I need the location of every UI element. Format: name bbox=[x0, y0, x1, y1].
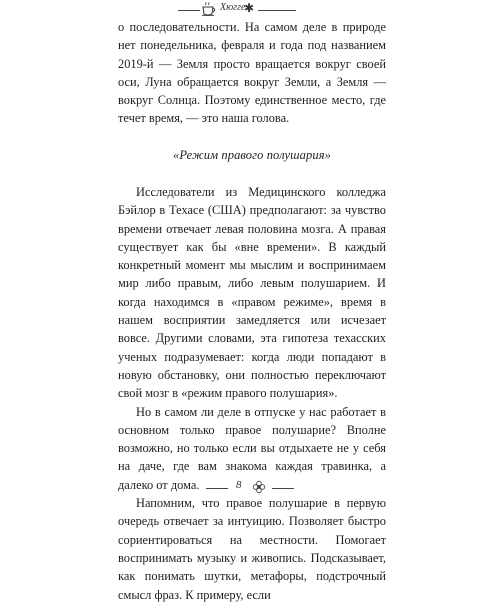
footer-rule-right bbox=[272, 488, 294, 489]
paragraph-2: Но в самом ли деле в отпуске у нас работает в основном только правое полушарие? Вполне возможно, но только если вы отдыхаете не у себя на даче, где вам знакома каждая травинка, а далеко от дома. bbox=[118, 404, 386, 492]
running-title: Хюгге bbox=[220, 2, 246, 13]
cup-icon bbox=[200, 1, 218, 17]
running-header bbox=[0, 0, 500, 20]
star-icon: ✱ bbox=[244, 1, 255, 15]
page-number: 8 bbox=[236, 479, 242, 491]
section-heading: «Режим правого полушария» bbox=[173, 148, 331, 162]
header-rule-left bbox=[178, 10, 200, 11]
continued-paragraph bbox=[118, 18, 386, 128]
paragraph-text: о последовательности. На самом деле в природе нет понедельника, февраля и года под названием 2019-й — Земля просто вращается вокруг своей оси, Луна обращается вокруг Земли, а Земля — вокруг Солнца. Поэтому единственное место, где течет время, — это наша голова. bbox=[118, 20, 386, 126]
paragraph-3: Напомним, что правое полушарие в первую очередь отвечает за интуицию. Позволяет быстро сориентироваться на местности. Помогает воспринимать музыку и живопись. Подсказывает, как понимать шутки, метафоры, подстрочный смысл фраз. К примеру, если bbox=[118, 496, 386, 602]
section-body bbox=[118, 183, 386, 604]
header-rule-right bbox=[258, 10, 296, 11]
flower-icon bbox=[252, 480, 266, 494]
footer-rule-left bbox=[206, 488, 228, 489]
page-footer bbox=[0, 478, 500, 500]
paragraph-1: Исследователи из Медицинского колледжа Бэйлор в Техасе (США) предполагают: за чувство времени отвечает левая половина мозга. А правая существует как бы «вне времени». В каждый конкретный момент мы мыслим и воспринимаем мир либо правым, либо левым полушарием. И когда находимся в «правом режиме», время в нашем восприятии замедляется или исчезает вовсе. Другими словами, эта гипотеза техасских ученых подразумевает: когда люди попадают в новую обстановку, они полностью переключают свой мозг в «режим правого полушария». bbox=[118, 185, 386, 401]
